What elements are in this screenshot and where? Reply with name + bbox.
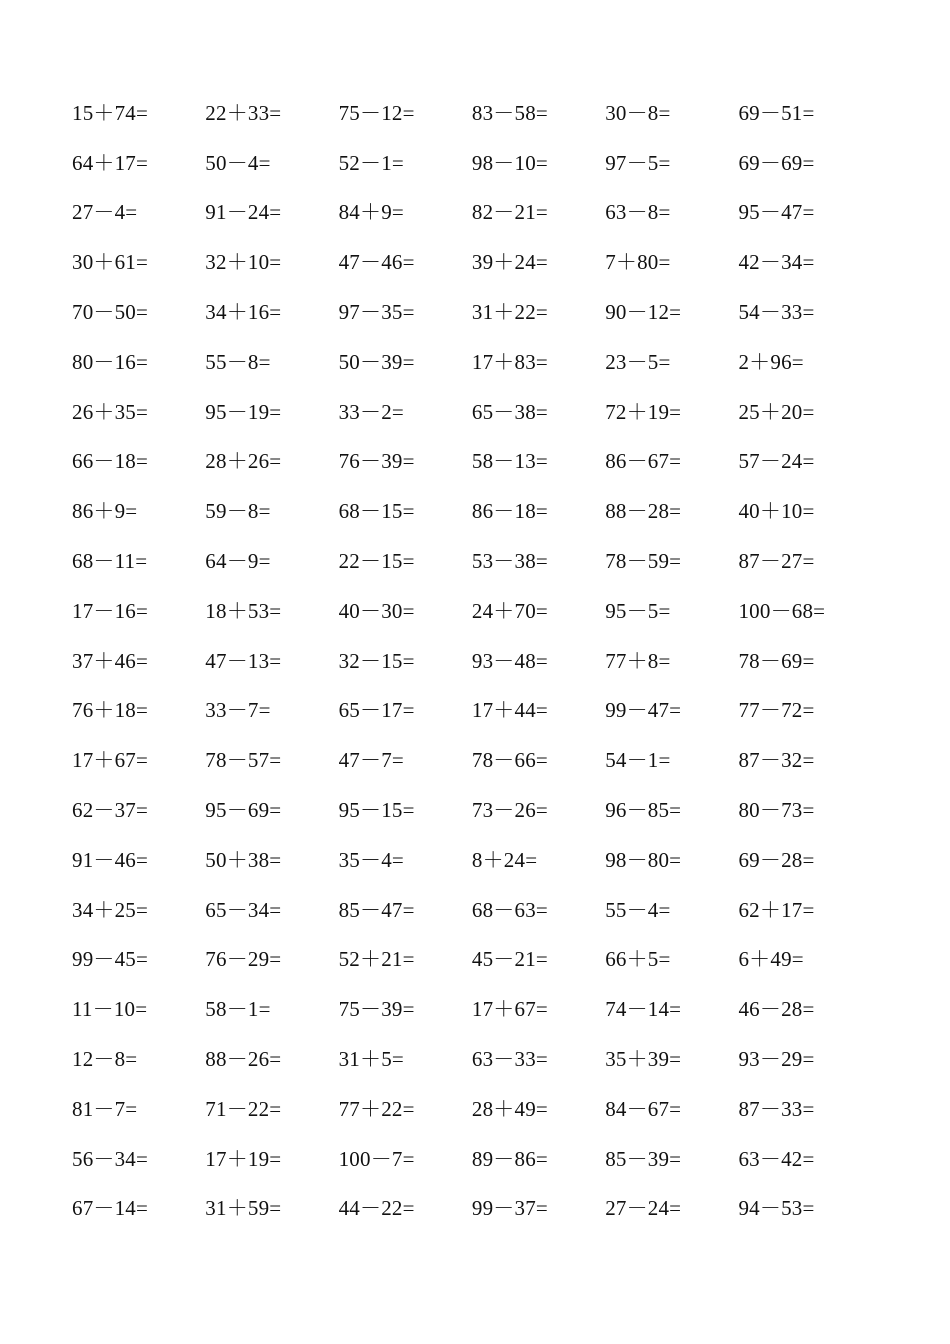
problem-row [72,287,872,337]
problem-row [72,785,872,835]
math-problem: 65－17= [338,698,415,723]
math-problem: 100－68= [738,598,826,623]
problem-row [72,486,872,536]
math-problem: 46－28= [738,997,815,1022]
math-problem: 65－34= [205,897,282,922]
math-problem: 85－47= [338,897,415,922]
math-problem: 56－34= [72,1146,149,1171]
math-problem: 30＋61= [72,250,149,275]
problem-row [72,636,872,686]
math-problem: 69－69= [738,150,815,175]
math-problem: 22＋33= [205,100,282,125]
math-problem: 87－33= [738,1096,815,1121]
math-problem: 22－15= [338,549,415,574]
math-problem: 68－11= [72,549,148,574]
math-problem: 64＋17= [72,150,149,175]
math-problem: 63－8= [605,200,671,225]
math-problem: 84－67= [605,1096,682,1121]
math-problem: 86－18= [471,499,548,524]
math-problem: 47－46= [338,250,415,275]
math-problem: 89－86= [471,1146,548,1171]
math-problem: 78－57= [205,748,282,773]
math-problem: 35－4= [338,847,404,872]
math-problem: 58－1= [205,997,271,1022]
math-problem: 50－4= [205,150,271,175]
math-problem: 11－10= [72,997,148,1022]
math-problem: 17＋67= [72,748,149,773]
math-problem: 81－7= [72,1096,138,1121]
arithmetic-worksheet [72,88,872,1233]
math-problem: 55－8= [205,349,271,374]
math-problem: 50－39= [338,349,415,374]
math-problem: 33－2= [338,399,404,424]
math-problem: 75－39= [338,997,415,1022]
math-problem: 99－47= [605,698,682,723]
math-problem: 97－5= [605,150,671,175]
math-problem: 74－14= [605,997,682,1022]
math-problem: 91－46= [72,847,149,872]
math-problem: 31＋59= [205,1196,282,1221]
math-problem: 64－9= [205,549,271,574]
math-problem: 63－33= [471,1047,548,1072]
math-problem: 24＋70= [471,598,548,623]
math-problem: 54－1= [605,748,671,773]
math-problem: 8＋24= [471,847,538,872]
math-problem: 93－29= [738,1047,815,1072]
problem-row [72,935,872,985]
math-problem: 96－85= [605,798,682,823]
problem-row [72,735,872,785]
math-problem: 67－14= [72,1196,149,1221]
math-problem: 83－58= [471,100,548,125]
math-problem: 86＋9= [72,499,138,524]
math-problem: 26＋35= [72,399,149,424]
math-problem: 25＋20= [738,399,815,424]
math-problem: 45－21= [471,947,548,972]
math-problem: 84＋9= [338,200,404,225]
math-problem: 23－5= [605,349,671,374]
math-problem: 66－18= [72,449,149,474]
math-problem: 95－69= [205,798,282,823]
math-problem: 78－59= [605,549,682,574]
problem-row [72,586,872,636]
math-problem: 98－10= [471,150,548,175]
math-problem: 40－30= [338,598,415,623]
math-problem: 71－22= [205,1096,282,1121]
math-problem: 47－7= [338,748,404,773]
math-problem: 28＋49= [471,1096,548,1121]
math-problem: 95－19= [205,399,282,424]
math-problem: 68－15= [338,499,415,524]
math-problem: 32－15= [338,648,415,673]
math-problem: 31＋22= [471,300,548,325]
math-problem: 33－7= [205,698,271,723]
math-problem: 58－13= [471,449,548,474]
math-problem: 17＋19= [205,1146,282,1171]
math-problem: 77＋8= [605,648,671,673]
math-problem: 17＋83= [471,349,548,374]
math-problem: 98－80= [605,847,682,872]
math-problem: 55－4= [605,897,671,922]
math-problem: 32＋10= [205,250,282,275]
math-problem: 17＋67= [471,997,548,1022]
math-problem: 37＋46= [72,648,149,673]
math-problem: 17＋44= [471,698,548,723]
math-problem: 93－48= [471,648,548,673]
math-problem: 42－34= [738,250,815,275]
math-problem: 80－16= [72,349,149,374]
math-problem: 63－42= [738,1146,815,1171]
math-problem: 35＋39= [605,1047,682,1072]
math-problem: 73－26= [471,798,548,823]
math-problem: 99－37= [471,1196,548,1221]
math-problem: 34＋16= [205,300,282,325]
problem-row [72,1134,872,1184]
math-problem: 87－32= [738,748,815,773]
math-problem: 82－21= [471,200,548,225]
math-problem: 72＋19= [605,399,682,424]
math-problem: 65－38= [471,399,548,424]
math-problem: 12－8= [72,1047,138,1072]
problem-row [72,1084,872,1134]
problem-row [72,337,872,387]
problem-row [72,536,872,586]
math-problem: 76－29= [205,947,282,972]
problem-row [72,1034,872,1084]
math-problem: 91－24= [205,200,282,225]
math-problem: 88－28= [605,499,682,524]
math-problem: 94－53= [738,1196,815,1221]
problem-row [72,437,872,487]
problem-row [72,138,872,188]
math-problem: 52－1= [338,150,404,175]
math-problem: 80－73= [738,798,815,823]
math-problem: 95－47= [738,200,815,225]
math-problem: 62＋17= [738,897,815,922]
math-problem: 31＋5= [338,1047,404,1072]
math-problem: 76＋18= [72,698,149,723]
problem-row [72,984,872,1034]
math-problem: 69－51= [738,100,815,125]
math-problem: 85－39= [605,1146,682,1171]
math-problem: 18＋53= [205,598,282,623]
math-problem: 97－35= [338,300,415,325]
problem-row [72,885,872,935]
math-problem: 27－24= [605,1196,682,1221]
math-problem: 95－15= [338,798,415,823]
math-problem: 95－5= [605,598,671,623]
problem-row [72,1184,872,1234]
problem-row [72,88,872,138]
math-problem: 47－13= [205,648,282,673]
math-problem: 88－26= [205,1047,282,1072]
problem-row [72,387,872,437]
math-problem: 78－66= [471,748,548,773]
math-problem: 66＋5= [605,947,671,972]
math-problem: 34＋25= [72,897,149,922]
math-problem: 52＋21= [338,947,415,972]
math-problem: 44－22= [338,1196,415,1221]
math-problem: 77－72= [738,698,815,723]
problem-row [72,188,872,238]
math-problem: 99－45= [72,947,149,972]
problem-row [72,686,872,736]
math-problem: 39＋24= [471,250,548,275]
math-problem: 50＋38= [205,847,282,872]
math-problem: 27－4= [72,200,138,225]
math-problem: 17－16= [72,598,149,623]
math-problem: 70－50= [72,300,149,325]
math-problem: 7＋80= [605,250,671,275]
math-problem: 76－39= [338,449,415,474]
math-problem: 30－8= [605,100,671,125]
math-problem: 86－67= [605,449,682,474]
math-problem: 53－38= [471,549,548,574]
math-problem: 28＋26= [205,449,282,474]
math-problem: 90－12= [605,300,682,325]
math-problem: 87－27= [738,549,815,574]
math-problem: 100－7= [338,1146,415,1171]
math-problem: 15＋74= [72,100,149,125]
math-problem: 77＋22= [338,1096,415,1121]
problem-row [72,237,872,287]
math-problem: 59－8= [205,499,271,524]
math-problem: 69－28= [738,847,815,872]
math-problem: 54－33= [738,300,815,325]
math-problem: 40＋10= [738,499,815,524]
math-problem: 62－37= [72,798,149,823]
math-problem: 6＋49= [738,947,804,972]
math-problem: 57－24= [738,449,815,474]
math-problem: 68－63= [471,897,548,922]
math-problem: 75－12= [338,100,415,125]
math-problem: 2＋96= [738,349,804,374]
problem-row [72,835,872,885]
math-problem: 78－69= [738,648,815,673]
